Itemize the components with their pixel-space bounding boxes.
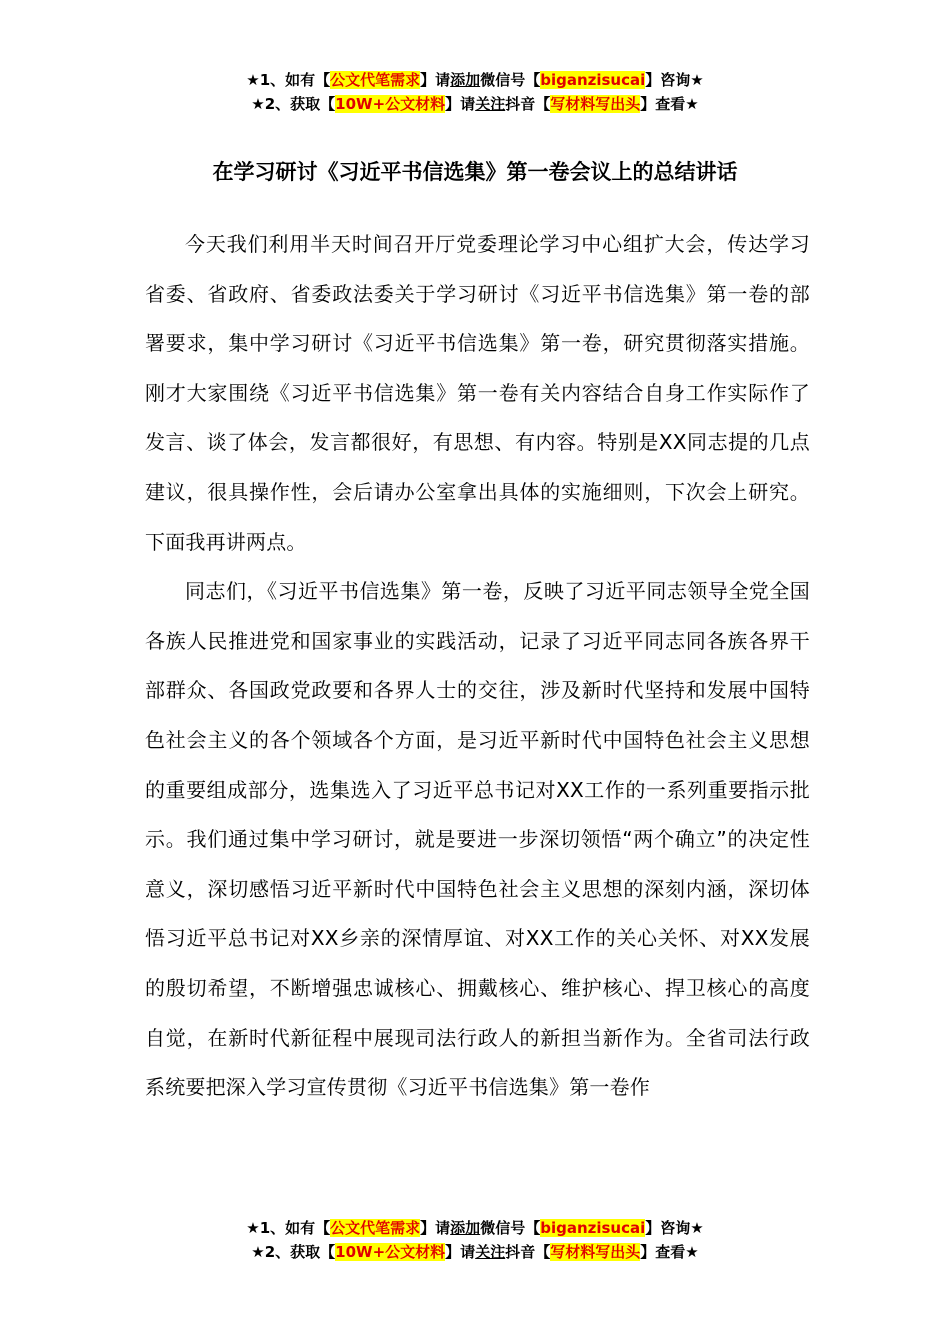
promo-highlight: 10W+公文材料 <box>335 95 446 113</box>
promo-underlined: 添加 <box>450 1219 481 1237</box>
star-icon: ★ <box>246 71 260 89</box>
promo-text: 】咨询 <box>645 71 691 89</box>
star-icon: ★ <box>690 1219 704 1237</box>
promo-highlight: 公文代笔需求 <box>330 1219 421 1237</box>
star-icon: ★ <box>251 1243 265 1261</box>
promo-underlined: 添加 <box>450 71 481 89</box>
promo-underlined: 关注 <box>475 95 506 113</box>
promo-text: 1、如有【 <box>259 1219 331 1237</box>
promo-line-1 <box>0 1216 950 1240</box>
promo-text: 】请 <box>420 1219 451 1237</box>
promo-line-1 <box>0 68 950 92</box>
paragraph: 同志们，《习近平书信选集》第一卷，反映了习近平同志领导全党全国各族人民推进党和国家事业的实践活动，记录了习近平同志同各族各界干部群众、各国政党政要和各界人士的交往，涉及新时代坚持和发展中国特色社会主义的各个领域各个方面，是习近平新时代中国特色社会主义思想的重要组成部分，选集选入了习近平总书记对XX工作的一系列重要指示批示。我们通过集中学习研讨，就是要进一步深切领悟“两个确立”的决定性意义，深切感悟习近平新时代中国特色社会主义思想的深刻内涵，深切体悟习近平总书记对XX乡亲的深情厚谊、对XX工作的关心关怀、对XX发展的殷切希望，不断增强忠诚核心、拥戴核心、维护核心、捍卫核心的高度自觉，在新时代新征程中展现司法行政人的新担当新作为。全省司法行政系统要把深入学习宣传贯彻《习近平书信选集》第一卷作 <box>145 579 810 1100</box>
promo-highlight: 公文代笔需求 <box>330 71 421 89</box>
promo-text: 】咨询 <box>645 1219 691 1237</box>
promo-text: 】请 <box>445 1243 476 1261</box>
promo-text: 2、获取【 <box>264 95 336 113</box>
promo-line-2 <box>0 1240 950 1264</box>
promo-banner-top <box>0 68 950 116</box>
promo-highlight: 10W+公文材料 <box>335 1243 446 1261</box>
document-body <box>145 220 810 1113</box>
promo-text: 】请 <box>445 95 476 113</box>
promo-text: 抖音【 <box>505 1243 551 1261</box>
promo-text: 微信号【 <box>480 71 541 89</box>
promo-text: 抖音【 <box>505 95 551 113</box>
star-icon: ★ <box>685 1243 699 1261</box>
promo-text: 微信号【 <box>480 1219 541 1237</box>
star-icon: ★ <box>690 71 704 89</box>
promo-text: 2、获取【 <box>264 1243 336 1261</box>
star-icon: ★ <box>685 95 699 113</box>
promo-underlined: 关注 <box>475 1243 506 1261</box>
wechat-id-highlight: biganzisucai <box>540 71 646 89</box>
promo-text: 1、如有【 <box>259 71 331 89</box>
promo-line-2 <box>0 92 950 116</box>
promo-text: 】查看 <box>640 95 686 113</box>
star-icon: ★ <box>251 95 265 113</box>
promo-banner-bottom <box>0 1216 950 1264</box>
star-icon: ★ <box>246 1219 260 1237</box>
douyin-id-highlight: 写材料写出头 <box>550 95 641 113</box>
promo-text: 】请 <box>420 71 451 89</box>
promo-text: 】查看 <box>640 1243 686 1261</box>
paragraph: 今天我们利用半天时间召开厅党委理论学习中心组扩大会，传达学习省委、省政府、省委政法委关于学习研讨《习近平书信选集》第一卷的部署要求，集中学习研讨《习近平书信选集》第一卷，研究贯彻落实措施。刚才大家围绕《习近平书信选集》第一卷有关内容结合自身工作实际作了发言、谈了体会，发言都很好，有思想、有内容。特别是XX同志提的几点建议，很具操作性，会后请办公室拿出具体的实施细则，下次会上研究。下面我再讲两点。 <box>145 232 810 554</box>
douyin-id-highlight: 写材料写出头 <box>550 1243 641 1261</box>
document-title: 在学习研讨《习近平书信选集》第一卷会议上的总结讲话 <box>212 160 738 184</box>
wechat-id-highlight: biganzisucai <box>540 1219 646 1237</box>
